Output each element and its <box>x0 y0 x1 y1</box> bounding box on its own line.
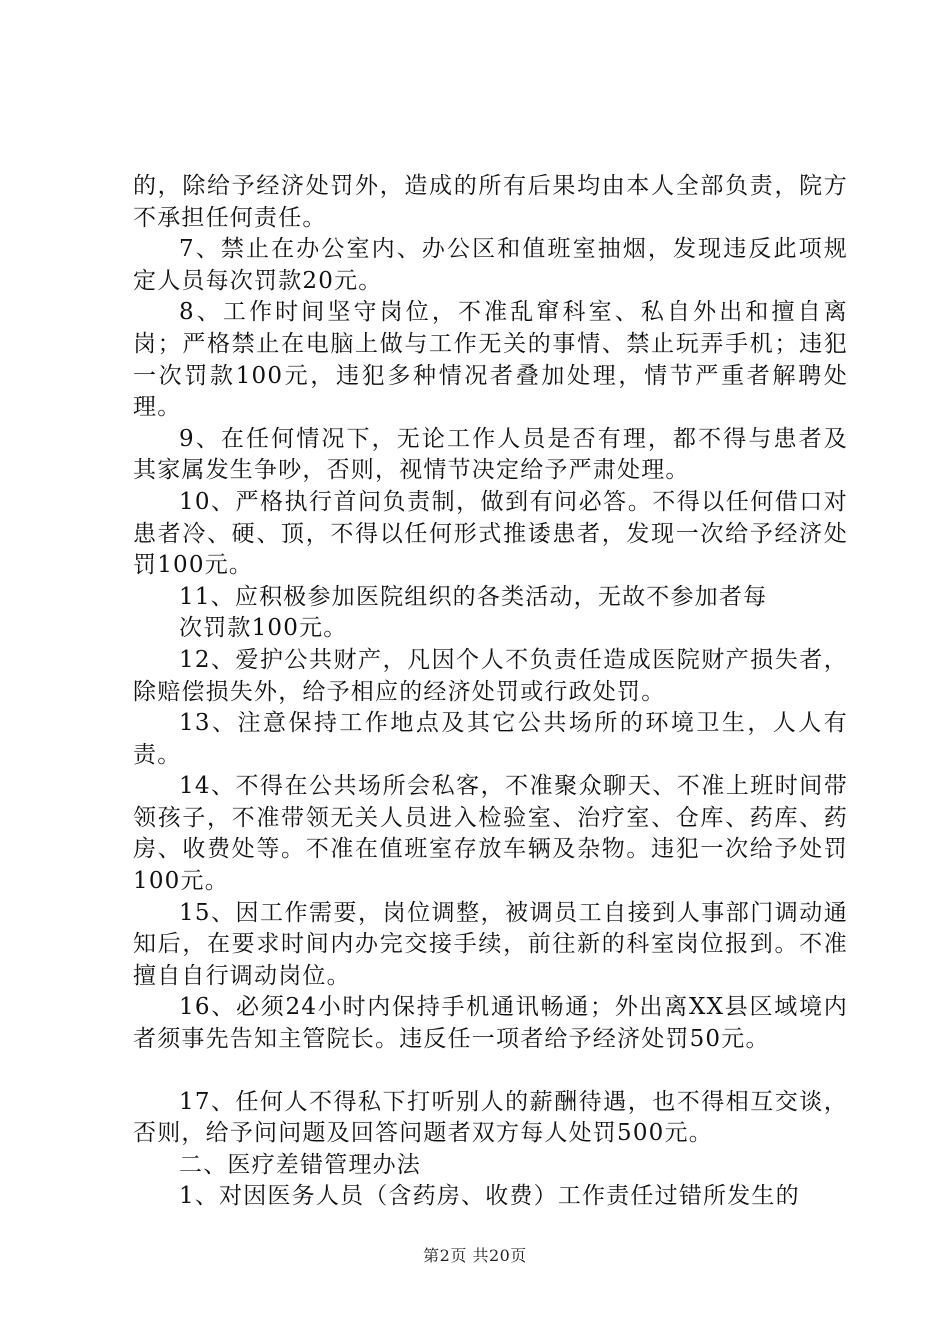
paragraph-item-14: 14、不得在公共场所会私客，不准聚众聊天、不准上班时间带领孩子，不准带领无关人员进入检验室、治疗室、仓库、药库、药房、收费处等。不准在值班室存放车辆及杂物。违犯一次给予处罚100元。 <box>133 773 848 895</box>
paragraph-item-12: 12、爱护公共财产，凡因个人不负责任造成医院财产损失者，除赔偿损失外，给予相应的经济处罚或行政处罚。 <box>133 646 848 705</box>
paragraph-item-11-line-2: 次罚款100元。 <box>179 615 348 642</box>
paragraph-item-11 <box>133 582 848 645</box>
paragraph-gap <box>133 1056 848 1087</box>
paragraph-item-8: 8、工作时间坚守岗位，不准乱窜科室、私自外出和擅自离岗；严格禁止在电脑上做与工作无关的事情、禁止玩弄手机；违犯一次罚款100元，违犯多种情况者叠加处理，情节严重者解聘处理。 <box>133 299 848 421</box>
paragraph-item-17: 17、任何人不得私下打听别人的薪酬待遇，也不得相互交谈，否则，给予问问题及回答问题者双方每人处罚500元。 <box>133 1088 848 1147</box>
paragraph-item-15: 15、因工作需要，岗位调整，被调员工自接到人事部门调动通知后，在要求时间内办完交接手续，前往新的科室岗位报到。不准擅自自行调动岗位。 <box>133 899 848 989</box>
paragraph-item-11-line-1: 11、应积极参加医院组织的各类活动，无故不参加者每 <box>179 583 768 610</box>
paragraph-item-9: 9、在任何情况下，无论工作人员是否有理，都不得与患者及其家属发生争吵，否则，视情节决定给予严肃处理。 <box>133 425 848 484</box>
paragraph-section2-item-1: 1、对因医务人员（含药房、收费）工作责任过错所发生的 <box>179 1183 800 1210</box>
paragraph-item-13: 13、注意保持工作地点及其它公共场所的环境卫生，人人有责。 <box>133 710 848 768</box>
paragraph-item-10: 10、严格执行首问负责制，做到有问必答。不得以任何借口对患者冷、硬、顶，不得以任何形式推诿患者，发现一次给予经济处罚100元。 <box>133 488 848 579</box>
section-heading: 二、医疗差错管理办法 <box>179 1151 421 1178</box>
document-body <box>133 171 848 1213</box>
paragraph-item-7: 7、禁止在办公室内、办公区和值班室抽烟，发现违反此项规定人员每次罚款20元。 <box>133 236 848 294</box>
page-number-footer: 第2页 共20页 <box>423 1246 527 1265</box>
paragraph-item-16: 16、必须24小时内保持手机通讯畅通；外出离XX县区域境内者须事先告知主管院长。违反任一项者给予经济处罚50元。 <box>133 994 848 1053</box>
paragraph-continuation: 的，除给予经济处罚外，造成的所有后果均由本人全部负责，院方不承担任何责任。 <box>133 173 848 231</box>
